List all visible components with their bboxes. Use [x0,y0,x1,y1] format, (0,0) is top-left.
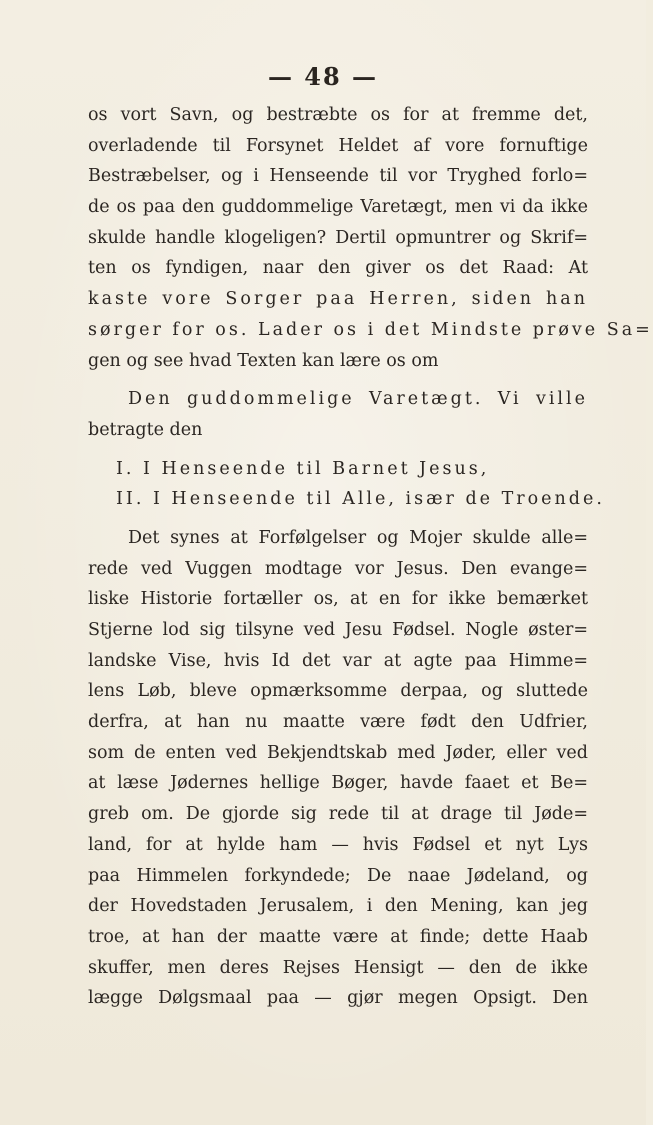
text-line: liske Historie fortæller os, at en for ikke bemærket [88,589,588,610]
text-line: der Hovedstaden Jerusalem, i den Mening, kan jeg [88,896,588,917]
text-line: Stjerne lod sig tilsyne ved Jesu Fødsel. Nogle øster= [88,620,588,640]
text-line: os vort Savn, og bestræbte os for at fremme det, [88,105,588,125]
text-line: overladende til Forsynet Heldet af vore fornuftige [88,135,588,156]
text-line: lægge Dølgsmaal paa — gjør megen Opsigt. Den [88,988,588,1009]
text-line: de os paa den guddommelige Varetægt, men vi da ikke [88,197,588,218]
text-line: at læse Jødernes hellige Bøger, havde faaet et Be= [88,773,588,794]
text-line: skuffer, men deres Rejses Hensigt — den de ikke [88,957,588,978]
text-line: troe, at han der maatte være at finde; dette Haab [88,926,588,947]
body-text [88,100,653,1014]
text-line: Det synes at Forfølgelser og Mojer skulde alle= [128,527,588,548]
text-line: ten os fyndigen, naar den giver os det Raad: At [88,258,588,279]
text-line: greb om. De gjorde sig rede til at drage til Jøde= [88,804,588,825]
text-line: gen og see hvad Texten kan lære os om [88,350,439,371]
text-line: betragte den [88,419,203,440]
text-line: skulde handle klogeligen? Dertil opmuntrer og Skrif= [88,227,588,248]
page-number: — 48 — [267,62,379,91]
text-line: landske Vise, hvis Id det var at agte paa Himme= [88,650,588,671]
text-line: Bestræbelser, og i Henseende til vor Tryghed forlo= [88,166,588,187]
text-line: rede ved Vuggen modtage vor Jesus. Den evange= [88,558,588,579]
section-title: Den guddommelige Varetægt. Vi ville [128,389,588,410]
text-line: paa Himmelen forkyndede; De naae Jødeland, og [88,865,588,886]
text-line: som de enten ved Bekjendtskab med Jøder, eller ved [88,742,588,763]
text-line: sørger for os. Lader os i det Mindste prøve Sa= [88,319,653,340]
heading-part-two: II. I Henseende til Alle, især de Troende. [116,489,605,510]
text-line: derfra, at han nu maatte være født den Udfrier, [88,712,588,733]
text-line: kaste vore Sorger paa Herren, siden han [88,289,588,310]
text-line: lens Løb, bleve opmærksomme derpaa, og sluttede [88,681,588,702]
text-line: land, for at hylde ham — hvis Fødsel et nyt Lys [88,834,588,855]
heading-part-one: I. I Henseende til Barnet Jesus, [116,458,490,479]
